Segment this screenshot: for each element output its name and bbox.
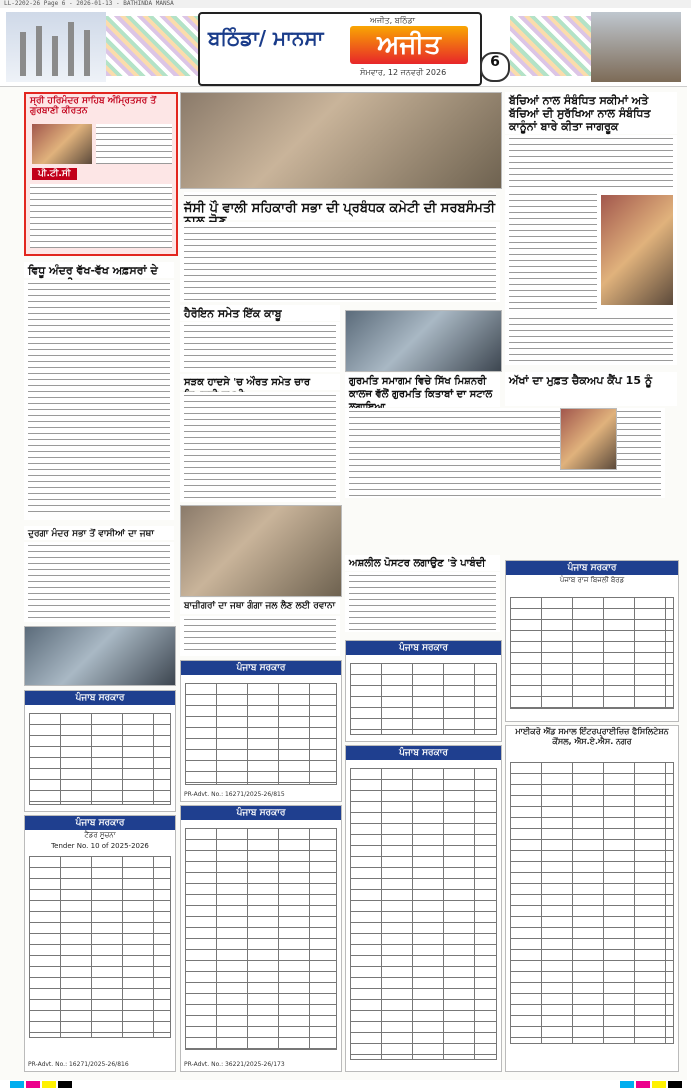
brand-subtitle: ਅਜੀਤ, ਬਠਿੰਡਾ [370,16,416,25]
ad-punjab-govt-left-1 [24,690,176,812]
ad-msme-council [505,725,679,1072]
story-bazigar [180,598,340,614]
issue-date: ਸੋਮਵਾਰ, 12 ਜਨਵਰੀ 2026 [360,68,447,77]
title-block [198,12,482,86]
headline: ਗੁਰਮਤਿ ਸਮਾਗਮ ਵਿਚੇ ਸਿੱਖ ਮਿਸ਼ਨਰੀ ਕਾਲਜ ਵੱਲੋਂ ਗੁਰਮਤਿ ਕਿਤਾਬਾਂ ਦਾ ਸਟਾਲ [349,376,493,400]
story-poster-ban [345,555,500,571]
ad-heading: ਪੰਜਾਬ ਸਰਕਾਰ [506,561,678,575]
ad-pr-ref: PR-Advt. No.: 36221/2025-26/173 [184,1061,285,1068]
masthead-right-photo [591,12,681,82]
ad-heading: ਪੰਜਾਬ ਸਰਕਾਰ [181,661,341,675]
gurbani-broadcast-box [24,92,178,256]
ad-punjab-govt-center-3 [345,640,502,742]
story-eye-camp [505,372,677,406]
headline: ਜੱਸੀ ਪੌ ਵਾਲੀ ਸਹਿਕਾਰੀ ਸਭਾ ਦੀ ਪ੍ਰਬੰਧਕ ਕਮੇਟੀ ਦੀ ਸਰਬਸੰਮਤੀ [184,201,496,216]
story-child-schemes [505,92,677,134]
headline: ਅੱਖਾਂ ਦਾ ਮੁਫ਼ਤ ਚੈਕਅਪ ਕੈਂਪ 15 ਨੂੰ [509,374,652,387]
ad-punjab-govt-right [505,560,679,722]
color-registration-bar [0,1080,687,1089]
story-orders [24,262,174,278]
ad-notice: ਪੰਜਾਬ ਰਾਜ ਬਿਜਲੀ ਬੋਰਡ [559,576,625,584]
golden-temple-photo [32,124,92,164]
speaker-photo [601,195,673,305]
ad-punjab-govt-center-2 [180,805,342,1072]
ad-heading: ਪੰਜਾਬ ਸਰਕਾਰ [25,816,175,830]
page-number: 6 [480,52,510,82]
ad-pr-ref: PR-Advt. No.: 16271/2025-26/815 [184,791,285,798]
headline: ਵਿਧੂ ਅੰਦਰ ਵੱਖ-ਵੱਖ ਅਫ਼ਸਰਾਂ ਦੇ [28,264,158,277]
gurmat-photo [345,310,502,372]
ad-pr-ref: PR-Advt. No.: 16271/2025-26/816 [28,1061,129,1068]
ad-tender-ref: Tender No. 10 of 2025-2026 [51,842,149,850]
ad-heading: ਪੰਜਾਬ ਸਰਕਾਰ [25,691,175,705]
print-strip: LL-2202-26 Page 6 - 2026-01-13 - BATHINDA MANSA [0,0,691,8]
story-cooperative [180,200,500,220]
city-title: ਬਠਿੰਡਾ/ ਮਾਨਸਾ [208,26,324,50]
headline: ਬੱਚਿਆਂ ਨਾਲ ਸੰਬੰਧਿਤ ਸਕੀਮਾਂ ਅਤੇ ਬੱਚਿਆਂ ਦੀ ਸੁਰੱਖਿਆ ਨਾਲ ਸੰਬੰਧਿਤ ਕਾਨੂੰਨਾਂ ਬਾਰੇ ਕੀਤਾ ਜਾਗਰੂਕ [509,94,651,133]
story-heroin [180,305,340,321]
bazigar-photo [180,505,342,597]
headline: ਦੁਰਗਾ ਮੰਦਰ ਸਭਾ ਤੋਂ ਵਾਸੀਆਂ ਦਾ ਜਥਾ [28,529,154,539]
ad-punjab-govt-center-1 [180,660,342,802]
ad-tender-left [24,815,176,1072]
ad-punjab-govt-center-4 [345,745,502,1072]
durga-photo [24,626,176,686]
brand-logo: ਅਜੀਤ [350,26,468,64]
masthead [0,8,687,87]
ad-heading: ਪੰਜਾਬ ਸਰਕਾਰ [346,641,501,655]
decorative-pattern-left [106,16,201,76]
story-accident [180,374,340,390]
headline: ਅਸ਼ਲੀਲ ਪੋਸਟਰ ਲਗਾਉਣ 'ਤੇ ਪਾਬੰਦੀ [349,558,486,569]
story-gurmat [345,373,500,407]
channel-name: ਪੀ.ਟੀ.ਸੀ [32,168,77,180]
doctor-photo [560,408,617,470]
ad-tender-title: ਟੈਂਡਰ ਸੂਚਨਾ [84,831,116,839]
masthead-left-photo [6,12,106,82]
ad-heading: ਪੰਜਾਬ ਸਰਕਾਰ [181,806,341,820]
story-durga [24,526,174,540]
gurbani-heading: ਸ੍ਰੀ ਹਰਿਮੰਦਰ ਸਾਹਿਬ ਅੰਮ੍ਰਿਤਸਰ ਤੋਂ ਗੁਰਬਾਣੀ ਕੀਰਤਨ [30,96,157,116]
group-photo-cooperative [180,92,502,189]
headline: ਹੈਰੋਇਨ ਸਮੇਤ ਇੱਕ ਕਾਬੂ [184,307,282,320]
headline: ਸੜਕ ਹਾਦਸੇ 'ਚ ਔਰਤ ਸਮੇਤ ਚਾਰ [184,377,311,388]
ad-heading: ਪੰਜਾਬ ਸਰਕਾਰ [346,746,501,760]
headline: ਬਾਜ਼ੀਗਰਾਂ ਦਾ ਜਥਾ ਗੰਗਾ ਜਲ ਲੈਣ ਲਈ ਰਵਾਨਾ [184,601,336,611]
ad-heading: ਮਾਈਕਰੋ ਐਂਡ ਸਮਾਲ ਇੰਟਰਪ੍ਰਾਈਜ਼ਿਜ਼ ਫੈਸਿਲਿਟੇਸ਼ਨ ਕੌਂਸਲ, ਐਸ.ਏ.ਐਸ. ਨਗਰ [515,727,669,746]
